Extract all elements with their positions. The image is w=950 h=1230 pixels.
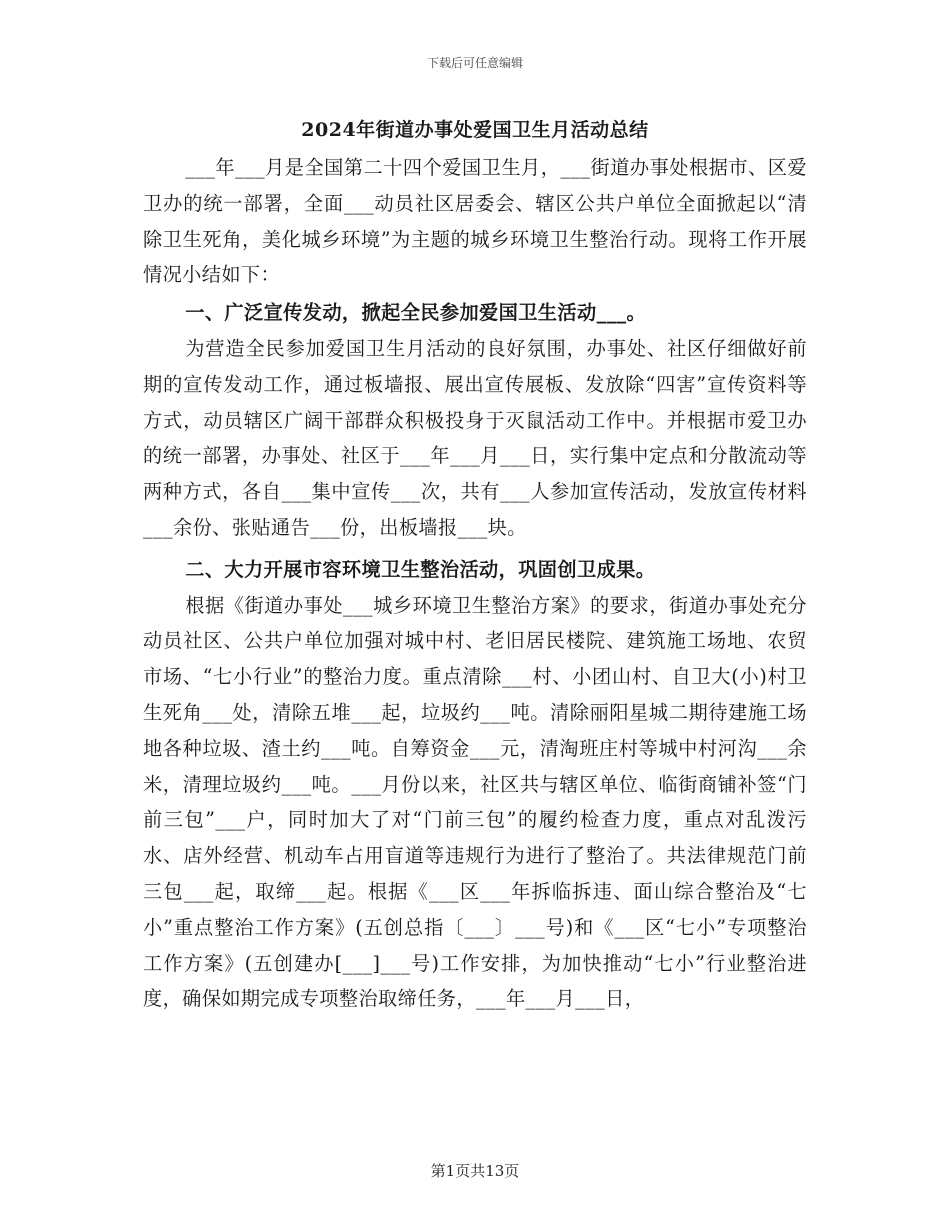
document-title: 2024年街道办事处爱国卫生月活动总结 bbox=[301, 119, 649, 141]
document-body bbox=[143, 150, 807, 1017]
section1-paragraph: 为营造全民参加爱国卫生月活动的良好氛围，办事处、社区仔细做好前期的宣传发动工作，通过板墙报、展出宣传展板、发放除“四害”宣传资料等方式，动员辖区广阔干部群众积极投身于灭鼠活动工作中。并根据市爱卫办的统一部署，办事处、社区于___年___月___日，实行集中定点和分散流动等两种方式，各自___集中宣传___次，共有___人参加宣传活动，发放宣传材料___余份、张贴通告___份，出板墙报___块。 bbox=[143, 336, 807, 539]
section1-heading: 一、广泛宣传发动，掀起全民参加爱国卫生活动___。 bbox=[185, 301, 647, 325]
header-note: 下载后可任意编辑 bbox=[426, 56, 523, 70]
section2-heading: 二、大力开展市容环境卫生整治活动，巩固创卫成果。 bbox=[185, 557, 656, 581]
intro-paragraph: ___年___月是全国第二十四个爱国卫生月，___街道办事处根据市、区爱卫办的统一部署，全面___动员社区居委会、辖区公共户单位全面掀起以“清除卫生死角，美化城乡环境”为主题的城乡环境卫生整治行动。现将工作开展情况小结如下： bbox=[143, 156, 807, 287]
page-footer: 第1页共13页 bbox=[430, 1162, 520, 1180]
section2-paragraph: 根据《街道办事处___城乡环境卫生整治方案》的要求，街道办事处充分动员社区、公共户单位加强对城中村、老旧居民楼院、建筑施工场地、农贸市场、“七小行业”的整治力度。重点清除___村、小团山村、自卫大(小)村卫生死角___处，清除五堆___起，垃圾约___吨。清除丽阳星城二期待建施工场地各种垃圾、渣土约___吨。自筹资金___元，清淘班庄村等城中村河沟___余米，清理垃圾约___吨。___月份以来，社区共与辖区单位、临街商铺补签“门前三包”___户，同时加大了对“门前三包”的履约检查力度，重点对乱泼污水、店外经营、机动车占用盲道等违规行为进行了整治了。共法律规范门前三包___起，取缔___起。根据《___区___年拆临拆违、面山综合整治及“七小”重点整治工作方案》(五创总指〔___〕___号)和《___区“七小”专项整治工作方案》(五创建办[___]___号)工作安排，为加快推动“七小”行业整治进度，确保如期完成专项整治取缔任务，___年___月___日， bbox=[143, 593, 807, 1011]
